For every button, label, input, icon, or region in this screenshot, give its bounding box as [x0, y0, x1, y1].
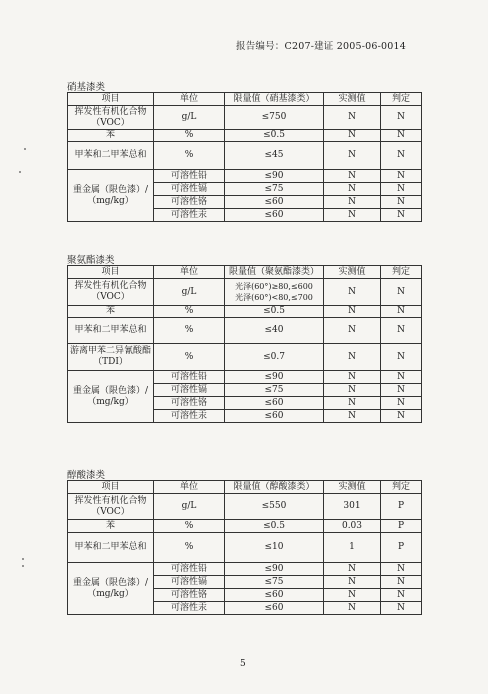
judgement-cell: N	[381, 142, 422, 170]
header-judgement: 判定	[381, 481, 422, 494]
scan-mark	[24, 148, 26, 150]
judgement-cell: N	[381, 170, 422, 183]
header-judgement: 判定	[381, 266, 422, 279]
measured-cell: N	[324, 209, 381, 222]
judgement-cell: N	[381, 410, 422, 423]
judgement-cell: N	[381, 371, 422, 384]
limit-cell	[225, 279, 324, 306]
limit-cell: ≤10	[225, 533, 324, 563]
unit-cell: 可溶性铬	[154, 196, 225, 209]
limit-cell: ≤0.7	[225, 344, 324, 371]
item-cell: 苯	[68, 306, 154, 318]
limit-cell: ≤90	[225, 170, 324, 183]
unit-cell: 可溶性铅	[154, 371, 225, 384]
header-item: 项目	[68, 481, 154, 494]
measured-cell: N	[324, 371, 381, 384]
table-header-row	[68, 481, 422, 494]
measured-cell: N	[324, 142, 381, 170]
scan-mark	[22, 565, 24, 567]
unit-cell: 可溶性镉	[154, 576, 225, 589]
judgement-cell: N	[381, 397, 422, 410]
header-unit: 单位	[154, 93, 225, 106]
judgement-cell: N	[381, 196, 422, 209]
judgement-cell: N	[381, 344, 422, 371]
header-item: 项目	[68, 93, 154, 106]
table-header-row	[68, 93, 422, 106]
limit-cell: ≤60	[225, 410, 324, 423]
header-unit: 单位	[154, 481, 225, 494]
section-title-alkyd: 醇酸漆类	[67, 470, 106, 481]
limit-cell: ≤75	[225, 183, 324, 196]
table-row	[68, 170, 422, 183]
judgement-cell: N	[381, 602, 422, 615]
table-header-row	[68, 266, 422, 279]
unit-cell: 可溶性铬	[154, 397, 225, 410]
limit-cell: ≤45	[225, 142, 324, 170]
judgement-cell: P	[381, 494, 422, 520]
table-row	[68, 279, 422, 306]
measured-cell: N	[324, 344, 381, 371]
page-number: 5	[240, 659, 246, 669]
measured-cell: N	[324, 576, 381, 589]
metals-item-cell: 重金属（限色漆）/（mg/kg）	[68, 170, 154, 222]
item-cell: 游离甲苯二异氰酸酯（TDI）	[68, 344, 154, 371]
measured-cell: 1	[324, 533, 381, 563]
item-cell: 甲苯和二甲苯总和	[68, 142, 154, 170]
measured-cell: N	[324, 183, 381, 196]
judgement-cell: N	[381, 183, 422, 196]
limit-cell: ≤60	[225, 397, 324, 410]
table-row	[68, 520, 422, 533]
measured-cell: N	[324, 170, 381, 183]
table-row	[68, 318, 422, 344]
unit-cell: g/L	[154, 279, 225, 306]
section-title-nitro: 硝基漆类	[67, 82, 106, 93]
item-cell: 苯	[68, 130, 154, 142]
item-cell: 挥发性有机化合物（VOC）	[68, 279, 154, 306]
table-alkyd	[67, 480, 422, 615]
table-nitro	[67, 92, 422, 222]
limit-line-high-gloss: 光泽(60°)≥80,≤600	[235, 282, 313, 291]
judgement-cell: P	[381, 520, 422, 533]
header-limit: 限量值（聚氨酯漆类）	[225, 266, 324, 279]
table-row	[68, 106, 422, 130]
unit-cell: 可溶性汞	[154, 209, 225, 222]
unit-cell: %	[154, 520, 225, 533]
judgement-cell: N	[381, 106, 422, 130]
unit-cell: 可溶性汞	[154, 602, 225, 615]
measured-cell: N	[324, 196, 381, 209]
judgement-cell: N	[381, 384, 422, 397]
unit-cell: %	[154, 142, 225, 170]
unit-cell: %	[154, 318, 225, 344]
unit-cell: %	[154, 130, 225, 142]
item-cell: 挥发性有机化合物（VOC）	[68, 106, 154, 130]
item-cell: 挥发性有机化合物（VOC）	[68, 494, 154, 520]
metals-item-cell: 重金属（限色漆）/（mg/kg）	[68, 563, 154, 615]
measured-cell: N	[324, 106, 381, 130]
measured-cell: N	[324, 306, 381, 318]
header-limit: 限量值（硝基漆类）	[225, 93, 324, 106]
limit-cell: ≤550	[225, 494, 324, 520]
item-cell: 苯	[68, 520, 154, 533]
judgement-cell: N	[381, 306, 422, 318]
judgement-cell: N	[381, 130, 422, 142]
report-number: 报告编号：C207-建证 2005-06-0014	[236, 41, 406, 52]
table-row	[68, 533, 422, 563]
metals-item-cell: 重金属（限色漆）/（mg/kg）	[68, 371, 154, 423]
measured-cell: N	[324, 589, 381, 602]
unit-cell: %	[154, 306, 225, 318]
section-title-polyurethane: 聚氨酯漆类	[67, 255, 115, 266]
scan-mark	[22, 558, 24, 560]
judgement-cell: N	[381, 589, 422, 602]
measured-cell: 301	[324, 494, 381, 520]
unit-cell: 可溶性镉	[154, 183, 225, 196]
unit-cell: 可溶性镉	[154, 384, 225, 397]
unit-cell: g/L	[154, 106, 225, 130]
header-measured: 实测值	[324, 481, 381, 494]
measured-cell: N	[324, 130, 381, 142]
limit-cell: ≤60	[225, 589, 324, 602]
item-cell: 甲苯和二甲苯总和	[68, 533, 154, 563]
limit-cell: ≤75	[225, 384, 324, 397]
limit-cell: ≤0.5	[225, 306, 324, 318]
limit-cell: ≤75	[225, 576, 324, 589]
table-row	[68, 371, 422, 384]
measured-cell: N	[324, 563, 381, 576]
header-judgement: 判定	[381, 93, 422, 106]
limit-cell: ≤60	[225, 602, 324, 615]
table-row	[68, 306, 422, 318]
limit-cell: ≤0.5	[225, 520, 324, 533]
judgement-cell: N	[381, 279, 422, 306]
limit-cell: ≤750	[225, 106, 324, 130]
header-unit: 单位	[154, 266, 225, 279]
header-limit: 限量值（醇酸漆类）	[225, 481, 324, 494]
judgement-cell: P	[381, 533, 422, 563]
unit-cell: 可溶性铅	[154, 170, 225, 183]
unit-cell: %	[154, 344, 225, 371]
judgement-cell: N	[381, 209, 422, 222]
scan-mark	[19, 171, 21, 173]
limit-cell: ≤60	[225, 196, 324, 209]
measured-cell: N	[324, 279, 381, 306]
table-row	[68, 344, 422, 371]
table-row	[68, 494, 422, 520]
judgement-cell: N	[381, 576, 422, 589]
measured-cell: N	[324, 384, 381, 397]
limit-cell: ≤60	[225, 209, 324, 222]
table-row	[68, 130, 422, 142]
limit-cell: ≤0.5	[225, 130, 324, 142]
header-item: 项目	[68, 266, 154, 279]
measured-cell: N	[324, 410, 381, 423]
measured-cell: N	[324, 397, 381, 410]
table-polyurethane	[67, 265, 422, 423]
measured-cell: N	[324, 602, 381, 615]
measured-cell: N	[324, 318, 381, 344]
limit-cell: ≤40	[225, 318, 324, 344]
header-measured: 实测值	[324, 266, 381, 279]
item-cell: 甲苯和二甲苯总和	[68, 318, 154, 344]
unit-cell: g/L	[154, 494, 225, 520]
table-row	[68, 563, 422, 576]
unit-cell: 可溶性铬	[154, 589, 225, 602]
judgement-cell: N	[381, 563, 422, 576]
table-row	[68, 142, 422, 170]
header-measured: 实测值	[324, 93, 381, 106]
limit-cell: ≤90	[225, 563, 324, 576]
unit-cell: 可溶性汞	[154, 410, 225, 423]
limit-line-low-gloss: 光泽(60°)<80,≤700	[235, 293, 313, 302]
measured-cell: 0.03	[324, 520, 381, 533]
unit-cell: %	[154, 533, 225, 563]
limit-cell: ≤90	[225, 371, 324, 384]
judgement-cell: N	[381, 318, 422, 344]
unit-cell: 可溶性铅	[154, 563, 225, 576]
